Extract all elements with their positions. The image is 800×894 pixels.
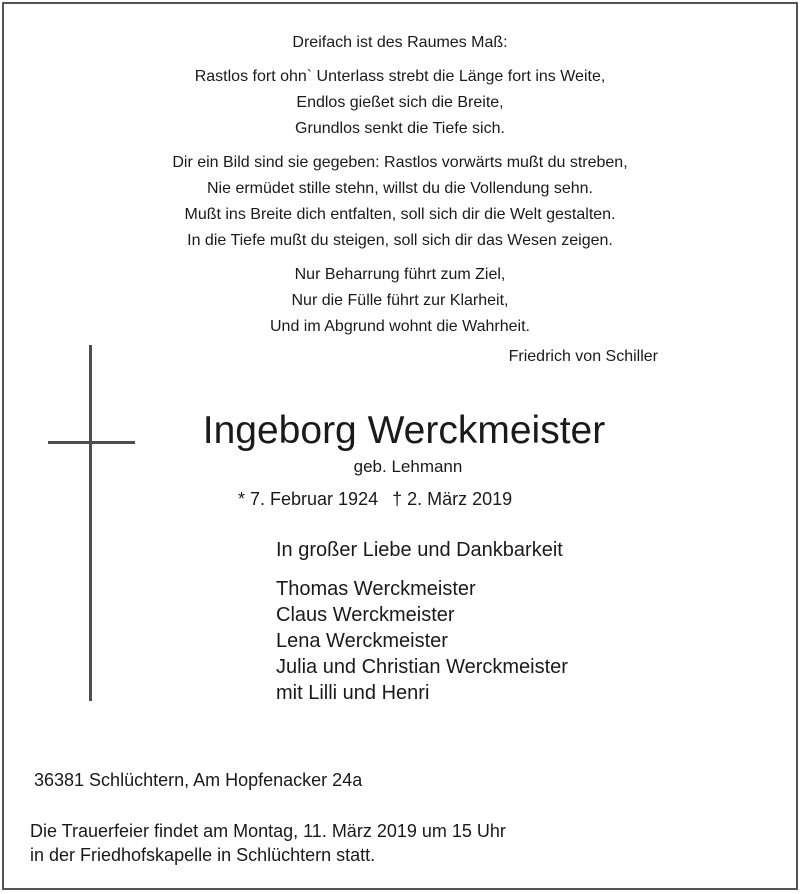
poem-stanza-3 — [4, 150, 796, 254]
poem-line: Rastlos fort ohn` Unterlass strebt die Länge fort ins Weite, — [194, 68, 606, 85]
mourner: mit Lilli und Henri — [276, 682, 430, 704]
mourners-list — [276, 576, 568, 706]
birth-date: * 7. Februar 1924 — [238, 489, 379, 509]
deceased-name: Ingeborg Werckmeister — [202, 409, 606, 452]
mourner: Claus Werckmeister — [276, 604, 455, 626]
poem — [4, 30, 796, 370]
family-address: 36381 Schlüchtern, Am Hopfenacker 24a — [34, 770, 363, 790]
poem-line: Dreifach ist des Raumes Maß: — [292, 34, 508, 51]
mourner: Julia und Christian Werckmeister — [276, 656, 568, 678]
death-date: † 2. März 2019 — [392, 489, 513, 509]
life-dates — [238, 487, 512, 511]
poem-line: Mußt ins Breite dich entfalten, soll sich dir die Welt gestalten. — [184, 206, 616, 223]
poem-stanza-1 — [4, 30, 796, 56]
obituary-notice — [2, 2, 798, 890]
birth-name: geb. Lehmann — [353, 457, 463, 476]
mourner: Thomas Werckmeister — [276, 578, 476, 600]
dedication: In großer Liebe und Dankbarkeit — [276, 539, 563, 561]
poem-author: Friedrich von Schiller — [508, 348, 658, 365]
mourner: Lena Werckmeister — [276, 630, 448, 652]
poem-stanza-4 — [4, 262, 796, 340]
poem-line: In die Tiefe mußt du steigen, soll sich dir das Wesen zeigen. — [187, 232, 613, 249]
poem-line: Endlos gießet sich die Breite, — [296, 94, 504, 111]
poem-line: Nie ermüdet stille stehn, willst du die Vollendung sehn. — [207, 180, 593, 197]
poem-line: Grundlos senkt die Tiefe sich. — [295, 120, 505, 137]
funeral-line: Die Trauerfeier findet am Montag, 11. März 2019 um 15 Uhr — [30, 821, 506, 841]
cross-icon — [89, 345, 92, 701]
poem-line: Nur Beharrung führt zum Ziel, — [294, 266, 506, 283]
funeral-info — [30, 819, 506, 867]
poem-line: Und im Abgrund wohnt die Wahrheit. — [270, 318, 530, 335]
poem-line: Nur die Fülle führt zur Klarheit, — [291, 292, 509, 309]
funeral-line: in der Friedhofskapelle in Schlüchtern statt. — [30, 845, 376, 865]
poem-stanza-2 — [4, 64, 796, 142]
poem-line: Dir ein Bild sind sie gegeben: Rastlos vorwärts mußt du streben, — [172, 154, 628, 171]
